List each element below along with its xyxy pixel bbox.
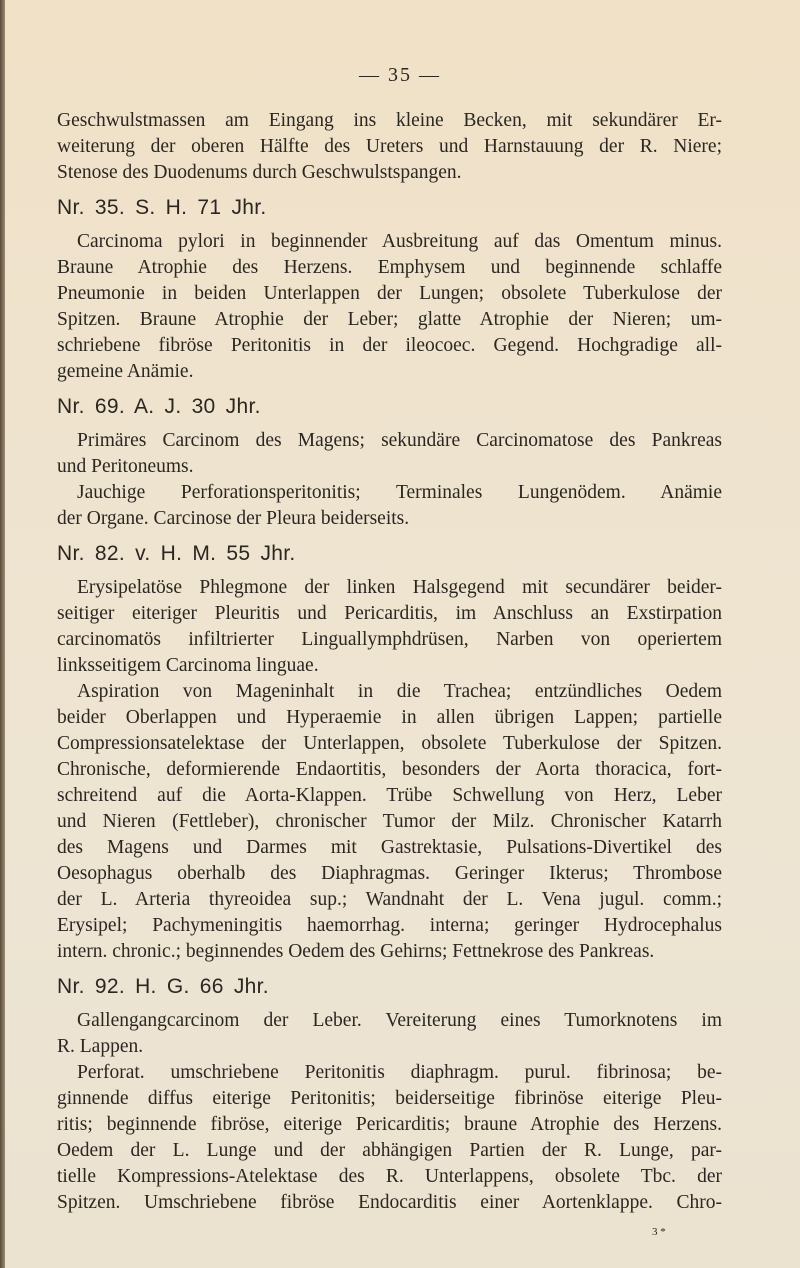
paragraph	[57, 108, 722, 186]
text-line: der Organe. Carcinose der Pleura beiderseits.	[57, 508, 410, 529]
text-line: seitiger eiteriger Pleuritis und Pericarditis, im Anschluss an Exstirpation	[57, 603, 722, 624]
paragraph	[57, 229, 722, 385]
text-line: ritis; beginnende fibröse, eiterige Pericarditis; braune Atrophie des Herzens.	[57, 1114, 722, 1135]
paragraph	[57, 428, 722, 480]
page-number: — 35 —	[359, 64, 441, 86]
text-line: schriebene fibröse Peritonitis in der ileocoec. Gegend. Hochgradige all-	[57, 335, 722, 356]
text-line: Gallengangcarcinom der Leber. Vereiterung eines Tumorknotens im	[77, 1010, 722, 1031]
text-line: carcinomatös infiltrierter Linguallymphdrüsen, Narben von operiertem	[57, 629, 722, 650]
paragraph	[57, 575, 722, 679]
text-line: Oesophagus oberhalb des Diaphragmas. Geringer Ikterus; Thrombose	[57, 863, 722, 884]
text-line: Perforat. umschriebene Peritonitis diaphragm. purul. fibrinosa; be-	[77, 1062, 722, 1083]
text-line: ginnende diffus eiterige Peritonitis; beiderseitige fibrinöse eiterige Pleu-	[57, 1088, 722, 1109]
page-body	[57, 108, 722, 1216]
paragraph	[57, 1008, 722, 1060]
text-line: linksseitigem Carcinoma linguae.	[57, 655, 319, 676]
text-line: R. Lappen.	[57, 1036, 144, 1057]
text-line: Erysipel; Pachymeningitis haemorrhag. interna; geringer Hydrocephalus	[57, 915, 722, 936]
text-line: gemeine Anämie.	[57, 361, 194, 382]
signature-mark: 3 *	[652, 1226, 666, 1238]
paragraph	[57, 1060, 722, 1216]
text-line: und Peritoneums.	[57, 456, 194, 477]
text-line: Carcinoma pylori in beginnender Ausbreitung auf das Omentum minus.	[77, 231, 722, 252]
text-line: Braune Atrophie des Herzens. Emphysem und beginnende schlaffe	[57, 257, 722, 278]
text-line: Pneumonie in beiden Unterlappen der Lungen; obsolete Tuberkulose der	[57, 283, 722, 304]
case-heading: Nr. 82. v. H. M. 55 Jhr.	[57, 542, 296, 565]
book-edge	[0, 0, 5, 1268]
text-line: weiterung der oberen Hälfte des Ureters und Harnstauung der R. Niere;	[57, 136, 722, 157]
case-heading: Nr. 35. S. H. 71 Jhr.	[57, 196, 267, 219]
paragraph	[57, 679, 722, 965]
text-line: Spitzen. Umschriebene fibröse Endocarditis einer Aortenklappe. Chro-	[57, 1192, 722, 1213]
text-line: intern. chronic.; beginnendes Oedem des Gehirns; Fettnekrose des Pankreas.	[57, 941, 655, 962]
text-line: Erysipelatöse Phlegmone der linken Halsgegend mit secundärer beider-	[77, 577, 722, 598]
text-line: und Nieren (Fettleber), chronischer Tumor der Milz. Chronischer Katarrh	[57, 811, 722, 832]
text-line: Geschwulstmassen am Eingang ins kleine Becken, mit sekundärer Er-	[57, 110, 722, 131]
text-line: Compressionsatelektase der Unterlappen, obsolete Tuberkulose der Spitzen.	[57, 733, 722, 754]
text-line: der L. Arteria thyreoidea sup.; Wandnaht der L. Vena jugul. comm.;	[57, 889, 722, 910]
text-line: Primäres Carcinom des Magens; sekundäre Carcinomatose des Pankreas	[77, 430, 722, 451]
text-line: Aspiration von Mageninhalt in die Trachea; entzündliches Oedem	[77, 681, 722, 702]
case-heading: Nr. 92. H. G. 66 Jhr.	[57, 975, 269, 998]
case-heading: Nr. 69. A. J. 30 Jhr.	[57, 395, 261, 418]
text-line: beider Oberlappen und Hyperaemie in allen übrigen Lappen; partielle	[57, 707, 722, 728]
text-line: Oedem der L. Lunge und der abhängigen Partien der R. Lunge, par-	[57, 1140, 722, 1161]
text-line: Chronische, deformierende Endaortitis, besonders der Aorta thoracica, fort-	[57, 759, 722, 780]
text-line: schreitend auf die Aorta-Klappen. Trübe Schwellung von Herz, Leber	[57, 785, 722, 806]
text-line: Stenose des Duodenums durch Geschwulstspangen.	[57, 162, 462, 183]
text-line: Spitzen. Braune Atrophie der Leber; glatte Atrophie der Nieren; um-	[57, 309, 722, 330]
paragraph	[57, 480, 722, 532]
text-line: Jauchige Perforationsperitonitis; Terminales Lungenödem. Anämie	[77, 482, 722, 503]
text-line: tielle Kompressions-Atelektase des R. Unterlappens, obsolete Tbc. der	[57, 1166, 722, 1187]
text-line: des Magens und Darmes mit Gastrektasie, Pulsations-Divertikel des	[57, 837, 722, 858]
